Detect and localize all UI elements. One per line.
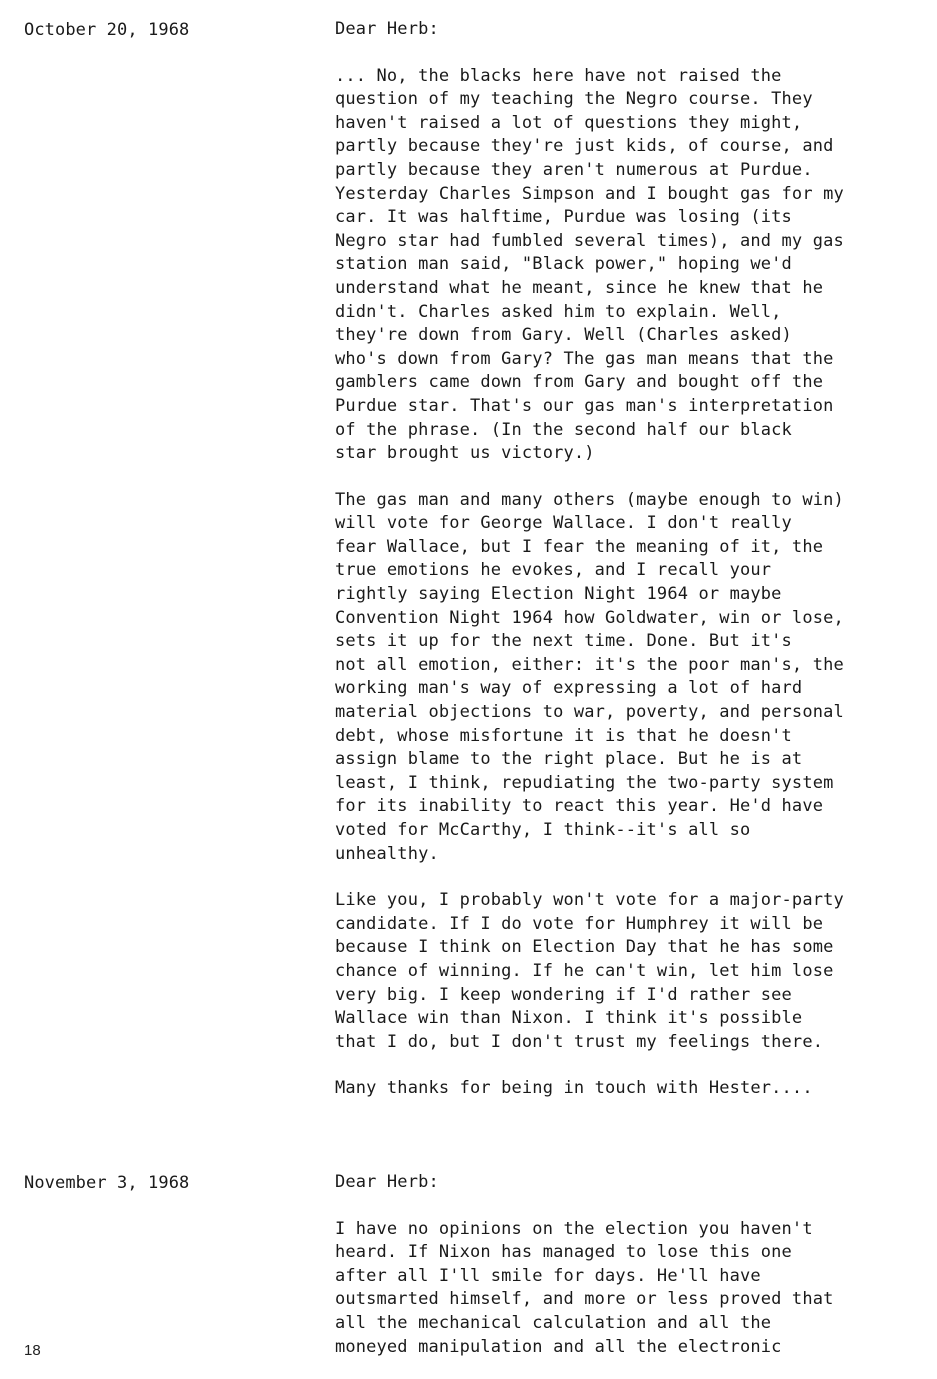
text-line: star brought us victory.) xyxy=(335,443,595,464)
text-line: Wallace win than Nixon. I think it's possible xyxy=(335,1008,803,1029)
text-line: car. It was halftime, Purdue was losing (its xyxy=(335,207,792,228)
text-line: candidate. If I do vote for Humphrey it will be xyxy=(335,913,824,934)
text-line: Like you, I probably won't vote for a major-party xyxy=(335,890,844,911)
text-line: Yesterday Charles Simpson and I bought gas for my xyxy=(335,183,844,204)
letter-body xyxy=(335,18,925,1101)
text-line: will vote for George Wallace. I don't really xyxy=(335,513,792,534)
text-line: material objections to war, poverty, and personal xyxy=(335,702,844,723)
letter-paragraph xyxy=(335,1077,925,1101)
text-line: for its inability to react this year. He'd have xyxy=(335,796,824,817)
text-line: because I think on Election Day that he has some xyxy=(335,937,834,958)
text-line: heard. If Nixon has managed to lose this one xyxy=(335,1242,792,1263)
text-line: Many thanks for being in touch with Hester.... xyxy=(335,1078,813,1099)
text-line: didn't. Charles asked him to explain. Well, xyxy=(335,301,782,322)
letter-paragraph xyxy=(335,889,925,1054)
text-line: sets it up for the next time. Done. But it's xyxy=(335,631,792,652)
text-line: partly because they're just kids, of course, and xyxy=(335,136,834,157)
letter-date: October 20, 1968 xyxy=(24,20,190,40)
text-line: all the mechanical calculation and all the xyxy=(335,1312,772,1333)
text-line: fear Wallace, but I fear the meaning of it, the xyxy=(335,536,824,557)
text-line: of the phrase. (In the second half our black xyxy=(335,419,792,440)
text-line: partly because they aren't numerous at Purdue. xyxy=(335,159,813,180)
letter-paragraph xyxy=(335,489,925,867)
letter-salutation: Dear Herb: xyxy=(335,1172,439,1192)
text-line: moneyed manipulation and all the electronic xyxy=(335,1336,782,1357)
text-line: understand what he meant, since he knew that he xyxy=(335,277,824,298)
letter-paragraph xyxy=(335,1218,925,1360)
text-line: unhealthy. xyxy=(335,843,439,864)
text-line: outsmarted himself, and more or less proved that xyxy=(335,1289,834,1310)
text-line: question of my teaching the Negro course. They xyxy=(335,89,813,110)
letter-salutation: Dear Herb: xyxy=(335,19,439,39)
text-line: true emotions he evokes, and I recall your xyxy=(335,560,772,581)
text-line: very big. I keep wondering if I'd rather see xyxy=(335,984,792,1005)
text-line: working man's way of expressing a lot of hard xyxy=(335,678,803,699)
letter-body xyxy=(335,1171,925,1359)
text-line: I have no opinions on the election you haven't xyxy=(335,1218,813,1239)
letter-paragraph xyxy=(335,65,925,466)
text-line: voted for McCarthy, I think--it's all so xyxy=(335,820,751,840)
text-line: Convention Night 1964 how Goldwater, win or lose, xyxy=(335,607,844,628)
text-line: chance of winning. If he can't win, let him lose xyxy=(335,960,834,981)
text-line: The gas man and many others (maybe enough to win) xyxy=(335,489,844,510)
text-line: assign blame to the right place. But he is at xyxy=(335,749,803,770)
text-line: ... No, the blacks here have not raised the xyxy=(335,65,782,86)
text-line: station man said, "Black power," hoping we'd xyxy=(335,254,792,275)
text-line: they're down from Gary. Well (Charles asked) xyxy=(335,325,792,346)
text-line: not all emotion, either: it's the poor man's, the xyxy=(335,654,844,675)
text-line: after all I'll smile for days. He'll have xyxy=(335,1265,761,1286)
text-line: Purdue star. That's our gas man's interpretation xyxy=(335,395,834,416)
text-line: gamblers came down from Gary and bought off the xyxy=(335,372,824,393)
text-line: Negro star had fumbled several times), and my gas xyxy=(335,230,844,251)
text-line: debt, whose misfortune it is that he doesn't xyxy=(335,725,792,746)
text-line: least, I think, repudiating the two-party system xyxy=(335,772,834,793)
letter-date: November 3, 1968 xyxy=(24,1173,190,1193)
page-number: 18 xyxy=(24,1342,41,1359)
text-line: that I do, but I don't trust my feelings there. xyxy=(335,1031,824,1052)
text-line: haven't raised a lot of questions they might, xyxy=(335,112,803,133)
text-line: who's down from Gary? The gas man means that the xyxy=(335,348,834,369)
text-line: rightly saying Election Night 1964 or maybe xyxy=(335,584,782,605)
